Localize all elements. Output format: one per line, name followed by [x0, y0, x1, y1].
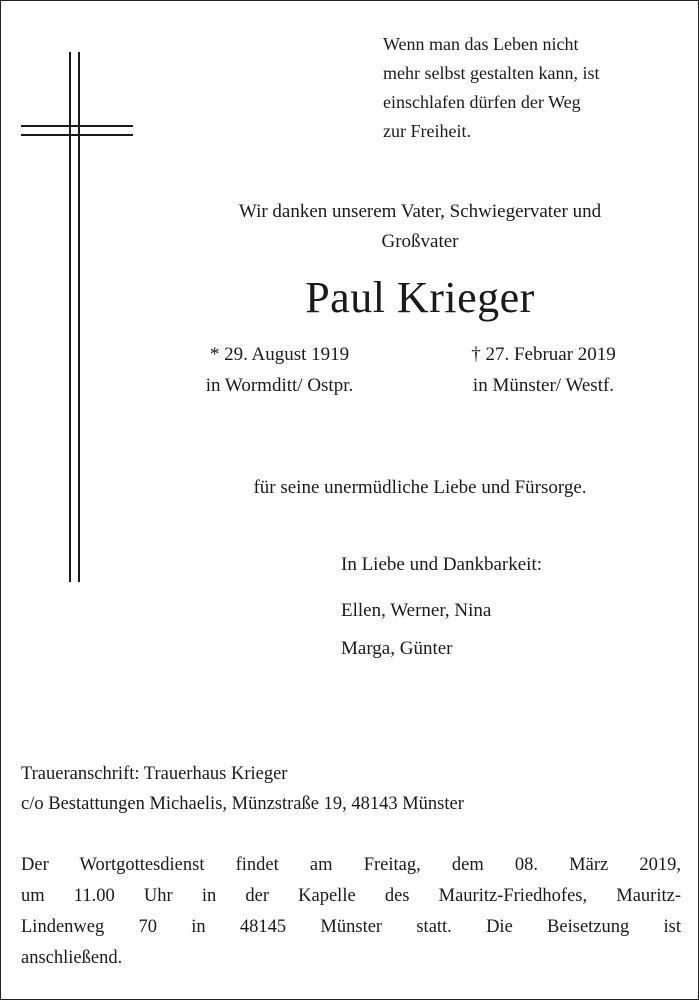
- gratitude-text: für seine unermüdliche Liebe und Fürsorge.: [253, 477, 587, 498]
- service-line: anschließend.: [21, 948, 123, 968]
- service-line: um 11.00 Uhr in der Kapelle des Mauritz-Friedhofes, Mauritz-: [21, 886, 681, 906]
- signoff-heading: In Liebe und Dankbarkeit:: [341, 554, 543, 575]
- signoff: [341, 546, 542, 668]
- motto: [383, 30, 683, 146]
- service-line: Lindenweg 70 in 48145 Münster statt. Die Beisetzung ist: [21, 917, 681, 937]
- motto-line: mehr selbst gestalten kann, ist: [383, 63, 600, 83]
- birth-place: in Wormditt/ Ostpr.: [205, 375, 354, 396]
- cross-vertical-line: [78, 52, 80, 582]
- cross-horizontal-line: [21, 134, 133, 136]
- birth-info: [172, 339, 387, 401]
- death-info: [436, 339, 651, 401]
- service-line: Der Wortgottesdienst findet am Freitag, dem 08. März 2019,: [21, 855, 681, 875]
- signoff-names: Ellen, Werner, Nina: [341, 600, 492, 621]
- death-place: in Münster/ Westf.: [472, 375, 615, 396]
- birth-date: * 29. August 1919: [209, 344, 350, 365]
- intro-line: Wir danken unserem Vater, Schwiegervater und: [238, 201, 602, 222]
- signoff-names: Marga, Günter: [341, 638, 453, 659]
- mourning-address: [21, 759, 681, 819]
- death-date: † 27. Februar 2019: [471, 344, 616, 365]
- address-line: c/o Bestattungen Michaelis, Münzstraße 19, 48143 Münster: [21, 794, 464, 814]
- motto-line: einschlafen dürfen der Weg: [383, 92, 581, 112]
- spacer: [341, 584, 542, 592]
- intro-line: Großvater: [381, 231, 459, 252]
- address-line: Traueranschrift: Trauerhaus Krieger: [21, 764, 288, 784]
- intro-text: [140, 197, 699, 257]
- motto-line: zur Freiheit.: [383, 121, 471, 141]
- cross-vertical-line: [69, 52, 71, 582]
- motto-line: Wenn man das Leben nicht: [383, 34, 579, 54]
- cross-horizontal-line: [21, 125, 133, 127]
- deceased-name: Paul Krieger: [305, 273, 535, 322]
- service-info: [21, 850, 681, 974]
